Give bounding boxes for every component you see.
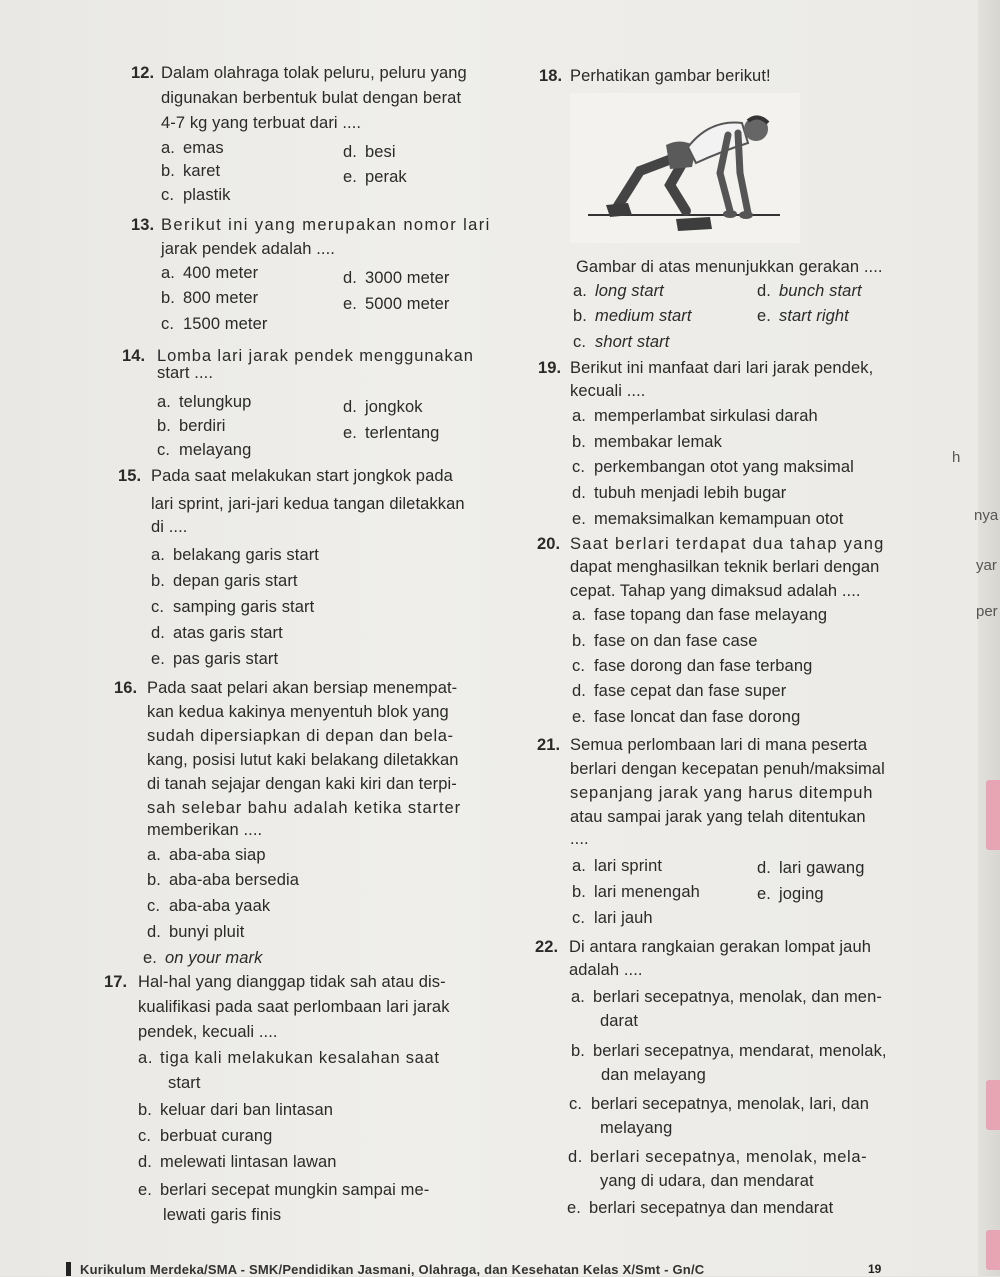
footer-marker	[66, 1262, 71, 1276]
q16-line-3: sudah dipersiapkan di depan dan bela-	[147, 727, 454, 745]
q16-option-e[interactable]: e. on your mark	[143, 949, 263, 967]
q22-number: 22.	[535, 938, 559, 956]
q22-option-b-cont: dan melayang	[601, 1066, 706, 1084]
q15-number: 15.	[118, 467, 142, 485]
q17-number: 17.	[104, 973, 128, 991]
q17-option-e[interactable]: e. berlari secepat mungkin sampai me-	[138, 1181, 430, 1199]
q14-option-d[interactable]: d. jongkok	[343, 398, 423, 416]
q22-line-1: Di antara rangkaian gerakan lompat jauh	[569, 938, 872, 956]
q20-option-d[interactable]: d. fase cepat dan fase super	[572, 682, 787, 700]
edge-fragment-4: per	[976, 603, 998, 620]
q14-line-2: start ....	[157, 364, 214, 382]
q20-line-2: dapat menghasilkan teknik berlari dengan	[570, 558, 880, 576]
q17-option-a[interactable]: a. tiga kali melakukan kesalahan saat	[138, 1049, 440, 1067]
q18-option-a[interactable]: a. long start	[573, 282, 664, 300]
q18-option-e[interactable]: e. start right	[757, 307, 849, 325]
q12-number: 12.	[131, 64, 155, 82]
q17-line-2: kualifikasi pada saat perlombaan lari jarak	[138, 998, 450, 1016]
q17-option-c[interactable]: c. berbuat curang	[138, 1127, 273, 1145]
q14-option-e[interactable]: e. terlentang	[343, 424, 440, 442]
q16-line-7: memberikan ....	[147, 821, 263, 839]
q21-line-3: sepanjang jarak yang harus ditempuh	[570, 784, 874, 802]
q20-option-c[interactable]: c. fase dorong dan fase terbang	[572, 657, 813, 675]
q12-line-1: Dalam olahraga tolak peluru, peluru yang	[161, 64, 467, 82]
q13-option-a[interactable]: a. 400 meter	[161, 264, 259, 282]
q17-line-1: Hal-hal yang dianggap tidak sah atau dis-	[138, 973, 446, 991]
q20-line-1: Saat berlari terdapat dua tahap yang	[570, 535, 885, 553]
q19-option-b[interactable]: b. membakar lemak	[572, 433, 722, 451]
q18-option-d[interactable]: d. bunch start	[757, 282, 862, 300]
q22-option-d-cont: yang di udara, dan mendarat	[600, 1172, 814, 1190]
q17-option-a-cont: start	[168, 1074, 201, 1092]
q17-option-b[interactable]: b. keluar dari ban lintasan	[138, 1101, 334, 1119]
q12-option-d[interactable]: d. besi	[343, 143, 396, 161]
q14-line-1: Lomba lari jarak pendek menggunakan	[157, 347, 474, 365]
q15-line-1: Pada saat melakukan start jongkok pada	[151, 467, 453, 485]
q15-option-d[interactable]: d. atas garis start	[151, 624, 283, 642]
q16-option-d[interactable]: d. bunyi pluit	[147, 923, 245, 941]
q21-line-5: ....	[570, 830, 589, 848]
q15-line-2: lari sprint, jari-jari kedua tangan diletakkan	[151, 495, 465, 513]
q19-line-2: kecuali ....	[570, 382, 646, 400]
q16-option-b[interactable]: b. aba-aba bersedia	[147, 871, 300, 889]
q18-option-c[interactable]: c. short start	[573, 333, 670, 351]
q13-option-e[interactable]: e. 5000 meter	[343, 295, 450, 313]
q14-option-b[interactable]: b. berdiri	[157, 417, 226, 435]
q19-option-c[interactable]: c. perkembangan otot yang maksimal	[572, 458, 854, 476]
q12-option-e[interactable]: e. perak	[343, 168, 407, 186]
q14-number: 14.	[122, 347, 146, 365]
q12-option-b[interactable]: b. karet	[161, 162, 221, 180]
q22-option-c[interactable]: c. berlari secepatnya, menolak, lari, dan	[569, 1095, 870, 1113]
q22-option-a-cont: darat	[600, 1012, 639, 1030]
q21-line-2: berlari dengan kecepatan penuh/maksimal	[570, 760, 885, 778]
q22-option-e[interactable]: e. berlari secepatnya dan mendarat	[567, 1199, 834, 1217]
q18-line-1: Perhatikan gambar berikut!	[570, 67, 771, 85]
q17-line-3: pendek, kecuali ....	[138, 1023, 278, 1041]
q21-option-e[interactable]: e. joging	[757, 885, 824, 903]
q20-number: 20.	[537, 535, 561, 553]
q21-option-a[interactable]: a. lari sprint	[572, 857, 663, 875]
edge-fragment-1: h	[952, 449, 961, 466]
edge-fragment-2: nya	[974, 507, 999, 524]
q21-option-c[interactable]: c. lari jauh	[572, 909, 653, 927]
edge-tab-2	[986, 1080, 1000, 1130]
q13-option-b[interactable]: b. 800 meter	[161, 289, 259, 307]
q13-line-2: jarak pendek adalah ....	[161, 240, 335, 258]
q19-option-d[interactable]: d. tubuh menjadi lebih bugar	[572, 484, 787, 502]
q19-option-e[interactable]: e. memaksimalkan kemampuan otot	[572, 510, 844, 528]
q16-line-1: Pada saat pelari akan bersiap menempat-	[147, 679, 458, 697]
page-number: 19	[868, 1262, 882, 1276]
q19-number: 19.	[538, 359, 562, 377]
edge-tab-3	[986, 1230, 1000, 1270]
q16-line-5: di tanah sejajar dengan kaki kiri dan terpi-	[147, 775, 457, 793]
q22-option-a[interactable]: a. berlari secepatnya, menolak, dan men-	[571, 988, 882, 1006]
q18-caption: Gambar di atas menunjukkan gerakan ....	[576, 258, 883, 276]
q16-option-c[interactable]: c. aba-aba yaak	[147, 897, 271, 915]
q13-line-1: Berikut ini yang merupakan nomor lari	[161, 216, 491, 234]
q13-option-d[interactable]: d. 3000 meter	[343, 269, 450, 287]
q12-line-2: digunakan berbentuk bulat dengan berat	[161, 89, 462, 107]
q20-option-e[interactable]: e. fase loncat dan fase dorong	[572, 708, 801, 726]
q20-option-a[interactable]: a. fase topang dan fase melayang	[572, 606, 828, 624]
q14-option-c[interactable]: c. melayang	[157, 441, 252, 459]
edge-fragment-3: yar	[976, 557, 997, 574]
q18-option-b[interactable]: b. medium start	[573, 307, 692, 325]
q16-line-2: kan kedua kakinya menyentuh blok yang	[147, 703, 449, 721]
q15-option-b[interactable]: b. depan garis start	[151, 572, 298, 590]
q12-option-a[interactable]: a. emas	[161, 139, 224, 157]
q20-option-b[interactable]: b. fase on dan fase case	[572, 632, 758, 650]
q15-option-c[interactable]: c. samping garis start	[151, 598, 315, 616]
q16-number: 16.	[114, 679, 138, 697]
q16-line-4: kang, posisi lutut kaki belakang diletakkan	[147, 751, 459, 769]
q18-number: 18.	[539, 67, 563, 85]
runner-crouch-start-figure	[570, 93, 800, 243]
q22-option-c-cont: melayang	[600, 1119, 673, 1137]
q19-option-a[interactable]: a. memperlambat sirkulasi darah	[572, 407, 818, 425]
q15-line-3: di ....	[151, 518, 188, 536]
q16-option-a[interactable]: a. aba-aba siap	[147, 846, 266, 864]
q17-option-d[interactable]: d. melewati lintasan lawan	[138, 1153, 337, 1171]
q19-line-1: Berikut ini manfaat dari lari jarak pendek,	[570, 359, 874, 377]
footer-text: Kurikulum Merdeka/SMA - SMK/Pendidikan Jasmani, Olahraga, dan Kesehatan Kelas X/Smt - Gn/C	[80, 1262, 705, 1277]
q13-option-c[interactable]: c. 1500 meter	[161, 315, 268, 333]
q22-option-d[interactable]: d. berlari secepatnya, menolak, mela-	[568, 1148, 868, 1166]
q21-number: 21.	[537, 736, 561, 754]
q21-option-d[interactable]: d. lari gawang	[757, 859, 865, 877]
q12-line-3: 4-7 kg yang terbuat dari ....	[161, 114, 362, 132]
q22-option-b[interactable]: b. berlari secepatnya, mendarat, menolak,	[571, 1042, 887, 1060]
q14-option-a[interactable]: a. telungkup	[157, 393, 252, 411]
q21-option-b[interactable]: b. lari menengah	[572, 883, 700, 901]
edge-tab-1	[986, 780, 1000, 850]
q21-line-4: atau sampai jarak yang telah ditentukan	[570, 808, 866, 826]
q22-line-2: adalah ....	[569, 961, 643, 979]
q17-option-e-cont: lewati garis finis	[163, 1206, 282, 1224]
q15-option-a[interactable]: a. belakang garis start	[151, 546, 319, 564]
q20-line-3: cepat. Tahap yang dimaksud adalah ....	[570, 582, 861, 600]
q12-option-c[interactable]: c. plastik	[161, 186, 231, 204]
q15-option-e[interactable]: e. pas garis start	[151, 650, 279, 668]
q21-line-1: Semua perlombaan lari di mana peserta	[570, 736, 868, 754]
q13-number: 13.	[131, 216, 155, 234]
q16-line-6: sah selebar bahu adalah ketika starter	[147, 799, 461, 817]
